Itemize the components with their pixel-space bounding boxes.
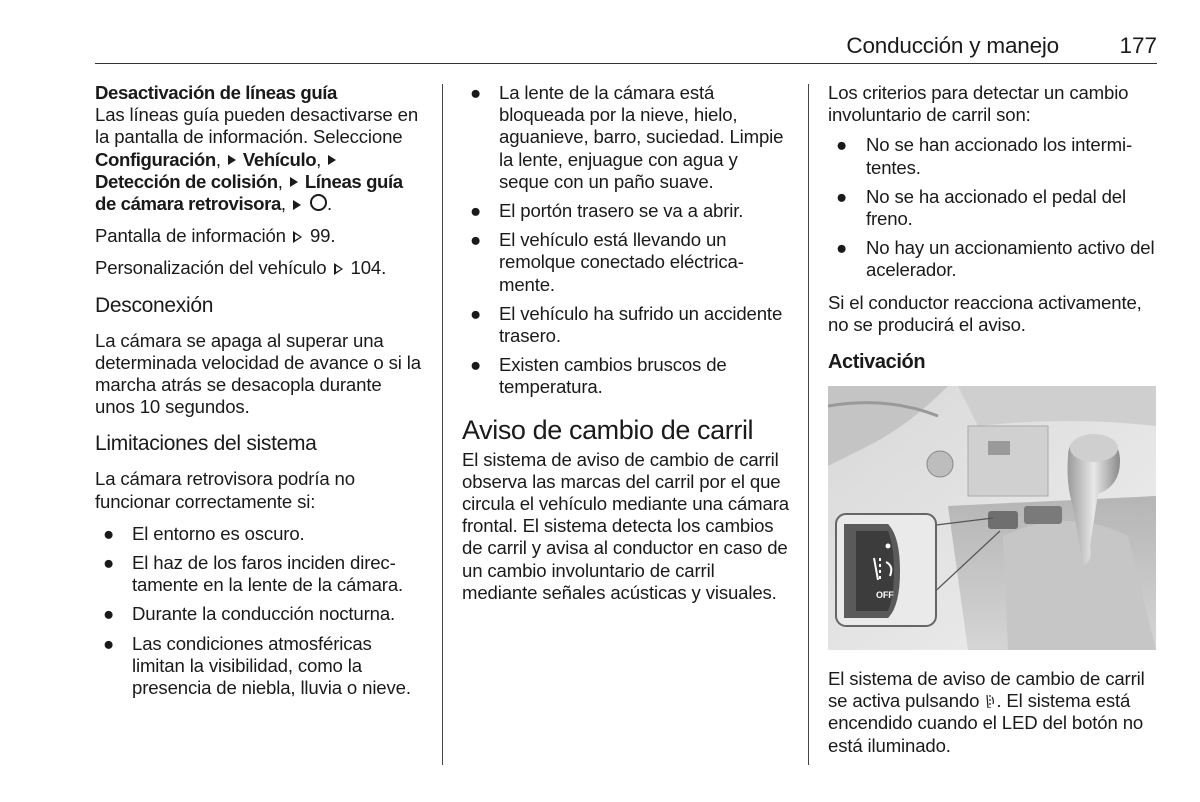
driver-reaction-paragraph: Si el conductor reacciona activamente, no se producirá el aviso. — [828, 291, 1142, 335]
list-item-text: Las condiciones atmosféricas limitan la visibilidad, como la presencia de niebla, lluvia o nieve. — [132, 632, 411, 699]
bullet: ● — [103, 632, 115, 654]
arrow-right-icon — [328, 155, 336, 165]
limitations-intro: La cámara retrovisora podría no funcionar correctamente si: — [95, 468, 355, 512]
reference-page: 99. — [309, 225, 336, 247]
list-item — [95, 523, 425, 545]
menu-guide-lines: Líneas guía de cámara retrovisora — [95, 170, 403, 215]
column-right — [828, 82, 1158, 767]
list-item — [462, 200, 792, 222]
list-item — [95, 633, 425, 700]
page-reference-icon — [293, 231, 302, 243]
bullet: ● — [470, 354, 482, 376]
list-item-text: No se han accionado los intermitentes. — [866, 134, 1133, 178]
limitations-heading: Limitaciones del sistema — [95, 432, 317, 456]
column-middle — [462, 82, 792, 614]
activation-paragraph — [828, 668, 1158, 757]
disconnect-paragraph: La cámara se apaga al superar una determinada velocidad de avance o si la marcha atrás se desacopla durante unos 10 segundos. — [95, 329, 421, 418]
center-console-photo — [828, 386, 1156, 650]
lane-departure-heading: Aviso de cambio de carril — [462, 414, 754, 445]
column-left — [95, 82, 425, 709]
arrow-right-icon — [290, 177, 298, 187]
list-item-text: No se ha accionado el pedal del freno. — [866, 185, 1126, 230]
arrow-right-icon — [293, 200, 301, 210]
page-reference-icon — [334, 263, 343, 275]
list-item — [828, 237, 1158, 281]
list-item-text: Durante la conducción nocturna. — [132, 603, 396, 625]
list-item — [462, 82, 792, 193]
list-item — [95, 603, 425, 625]
list-item — [462, 303, 792, 347]
lane-departure-paragraph: El sistema de aviso de cambio de carril observa las marcas del carril por el que circula el vehículo mediante una cámara frontal. El sistema detecta los cambios de carril y avisa al conductor en caso de un cambio involuntario de carril mediante señales acústicas y visuales. — [462, 448, 789, 603]
list-item-text: No hay un accionamiento activo del acelerador. — [866, 237, 1155, 281]
cross-reference — [95, 257, 425, 279]
running-title: Conducción y manejo — [846, 33, 1059, 58]
button-off-label: OFF — [876, 590, 894, 601]
header-rule — [95, 63, 1157, 64]
list-item — [95, 552, 425, 596]
list-item-text: El vehículo ha sufrido un accidente trasero. — [499, 302, 783, 347]
bullet: ● — [470, 82, 482, 103]
column-divider — [442, 84, 443, 765]
criteria-list — [828, 134, 1158, 281]
off-circle-icon — [310, 194, 327, 211]
column-divider — [808, 84, 809, 765]
bullet: ● — [103, 603, 115, 625]
list-item-text: El portón trasero se va a abrir. — [499, 200, 744, 222]
bullet: ● — [836, 185, 848, 207]
list-item-text: El haz de los faros inciden directamente en la lente de la cámara. — [132, 552, 404, 596]
reference-text: Pantalla de información — [95, 225, 286, 247]
bullet: ● — [470, 229, 482, 251]
list-item — [462, 229, 792, 296]
activation-text: El sistema de aviso de cambio de carril se activa pulsando — [828, 668, 1145, 712]
limitations-list — [95, 523, 425, 699]
menu-configuration: Configuración — [95, 148, 216, 170]
disconnect-heading: Desconexión — [95, 293, 214, 317]
list-item — [462, 354, 792, 398]
arrow-right-icon — [228, 155, 236, 165]
list-item — [828, 186, 1158, 230]
reference-page: 104. — [350, 257, 387, 279]
menu-vehicle: Vehículo — [242, 148, 317, 170]
bullet: ● — [470, 302, 482, 324]
criteria-intro: Los criterios para detectar un cambio involuntario de carril son: — [828, 82, 1129, 126]
lane-departure-icon — [986, 694, 994, 709]
bullet: ● — [836, 134, 848, 156]
bullet: ● — [103, 552, 115, 574]
list-item-text: El vehículo está llevando un remolque conectado eléctricamente. — [499, 229, 744, 295]
list-item-text: El entorno es oscuro. — [132, 522, 305, 544]
limitations-list-continued — [462, 82, 792, 399]
activation-text: . El sistema está encendido cuando el LED del botón no está iluminado. — [828, 690, 1144, 756]
activation-heading: Activación — [828, 351, 926, 374]
list-item-text: La lente de la cámara está bloqueada por la nieve, hielo, aguanieve, barro, suciedad. Limpie la lente, enjuague con agua y seque con un paño suave. — [499, 82, 784, 192]
guide-lines-title: Desactivación de líneas guía — [95, 82, 337, 103]
guide-lines-text: Las líneas guía pueden desactivarse en la pantalla de información. Seleccione — [95, 104, 419, 148]
reference-text: Personalización del vehículo — [95, 257, 327, 279]
page-header — [95, 0, 1157, 64]
page-number: 177 — [1119, 33, 1157, 58]
console-illustration — [828, 386, 1156, 650]
cross-reference — [95, 225, 425, 247]
bullet: ● — [836, 237, 848, 259]
list-item — [828, 134, 1158, 178]
bullet: ● — [103, 522, 115, 544]
bullet: ● — [470, 200, 482, 222]
list-item-text: Existen cambios bruscos de temperatura. — [499, 354, 727, 398]
guide-lines-paragraph: Las líneas guía pueden desactivarse en la pantalla de información. Seleccione Configuración, Vehículo, Detección de colisión, Líneas guía de cámara retrovisora, . — [95, 104, 419, 215]
menu-collision-detection: Detección de colisión — [95, 170, 278, 192]
